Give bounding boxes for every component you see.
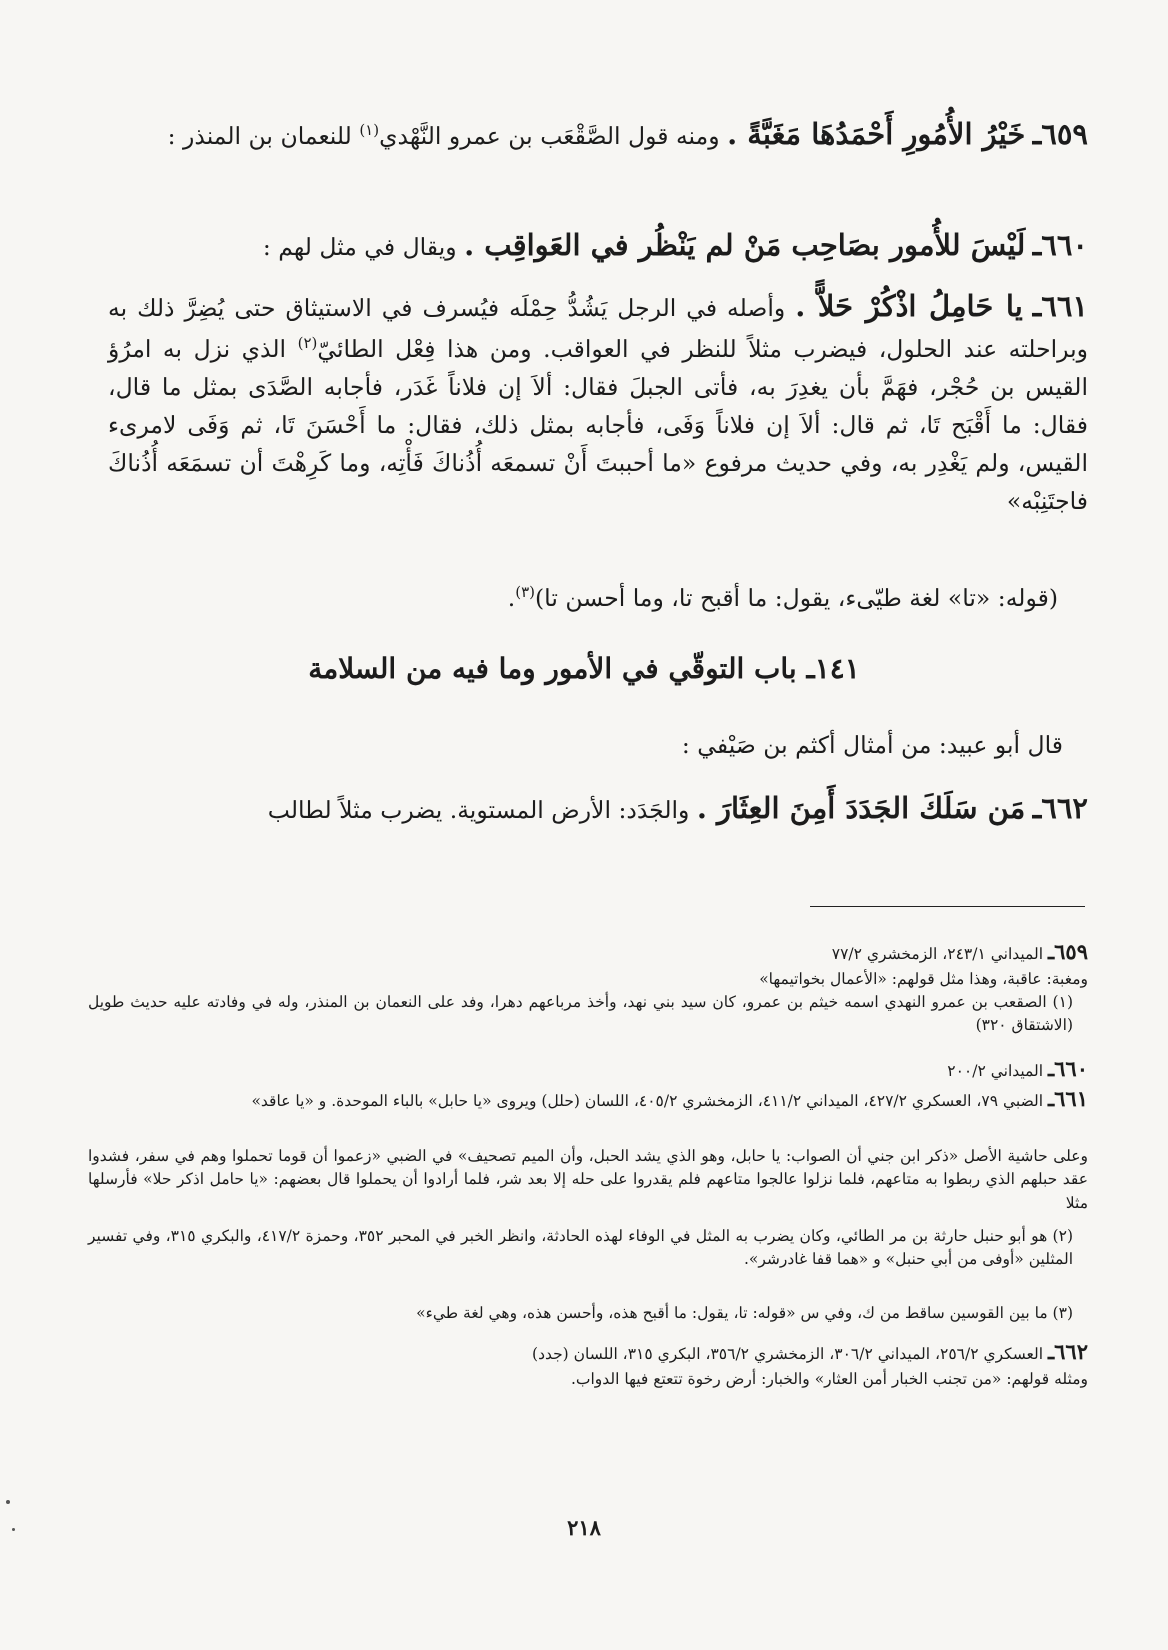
chapter-title: ١٤١ـ باب التوقّي في الأمور وما فيه من السلامة [308,652,860,685]
footnote-refs: العسكري ٢٥٦/٢، الميداني ٣٠٦/٢، الزمخشري ٣٥٦/٢، البكري ٣١٥، اللسان (جدد) [532,1345,1044,1363]
footnote-661 [88,1083,1088,1115]
entry-number: ٦٥٩ـ [1032,117,1088,151]
entry-number: ٦٦١ـ [1032,289,1088,323]
footnote-refs: الميداني ٢٤٣/١، الزمخشري ٧٧/٢ [831,945,1044,963]
proverb: مَن سَلَكَ الجَدَدَ أَمِنَ العِثَارَ . [696,791,1026,825]
footnote-dash: ـ [1048,1056,1055,1081]
entry-text: والجَدَد: الأرض المستوية. يضرب مثلاً لطالب [267,796,690,824]
entry-659 [108,112,1088,157]
footnote-dash: ـ [1048,939,1055,964]
entry-number: ٦٦٢ـ [1032,791,1088,825]
footnote-line: ومثله قولهم: «من تجنب الخبار أمن العثار» والخبار: أرض رخوة تتعتع فيها الدواب. [570,1369,1088,1388]
scan-speck [12,1528,15,1531]
footnote-ref[interactable]: (١) [359,121,380,140]
note-line [78,580,1058,616]
footnote-divider [810,906,1085,907]
proverb: خَيْرُ الأُمُورِ أَحْمَدُهَا مَغَبَّةً . [727,117,1026,151]
footnote-number: ٦٦٠ [1054,1056,1088,1081]
entry-text: ويقال في مثل لهم : [262,233,457,261]
footnote-refs: الضبي ٧٩، العسكري ٤٢٧/٢، الميداني ٤١١/٢، الزمخشري ٤٠٥/٢، اللسان (حلل) ويروى «يا حابل» بالباء الموحدة. و «يا عاقد» [251,1092,1044,1110]
entry-number: ٦٦٠ـ [1032,228,1088,262]
entry-662 [108,786,1088,831]
note-text: (قوله: «تا» لغة طيّىء، يقول: ما أقبح تا، وما أحسن تا) [535,584,1058,612]
entry-661 [108,283,1088,520]
footnote-number: ٦٦١ [1054,1086,1088,1111]
footnote-661-margin: وعلى حاشية الأصل «ذكر ابن جني أن الصواب: يا حابل، وهو الذي يشد الحبل، وأن الميم تصحيف» في الضبي «زعموا أن قوما تحملوا وهم في سفر، فشدوا عقد حبلهم الذي ربطوا به متاعهم، فلما نزلوا عالجوا متاعهم فلم يقدروا على حله إلا بعد شر، فلما أرادوا أن يحملوا قال بعضهم: «يا حامل اذكر حلا» فأرسلها مثلا [88,1147,1088,1212]
note-end: . [507,584,516,612]
footnote-dash: ـ [1048,1339,1055,1364]
footnote-662 [88,1336,1088,1391]
footnote-1: (١) الصقعب بن عمرو النهدي اسمه خيثم بن عمرو، كان سيد بني نهد، وأخذ مرباعهم دهرا، وفد على النعمان بن المنذر، وله في وفادته عليه حديث طويل (الاشتقاق ٣٢٠) [88,993,1073,1035]
footnote-660 [88,1053,1088,1085]
footnote-3: (٣) ما بين القوسين ساقط من ك، وفي س «قوله: تا، يقول: ما أقبح هذه، وأحسن هذه، وهي لغة طيء» [416,1304,1073,1322]
footnote-659 [88,936,1088,991]
footnote-ref[interactable]: (٢) [297,334,318,353]
scan-speck [6,1500,10,1504]
entry-text: للنعمان بن المنذر : [167,122,352,150]
footnote-line: ومغبة: عاقبة، وهذا مثل قولهم: «الأعمال بخواتيمها» [759,969,1088,988]
entry-text: وأصله في الرجل يَشُدُّ حِمْلَه فيُسرف في الاستيثاق حتى يُضِرَّ ذلك به وبراحلته عند الحلول، فيضرب مثلاً للنظر في العواقب. ومن هذا فِعْل الطائيّ [108,294,1088,363]
page-number: ٢١٨ [567,1515,601,1540]
proverb: يا حَامِلُ اذْكُرْ حَلاًّ . [795,289,1023,323]
footnote-2: (٢) هو أبو حنبل حارثة بن مر الطائي، وكان يضرب به المثل في الوفاء لهذه الحادثة، وانظر الخبر في المحبر ٣٥٢، وحمزة ٤١٧/٢، والبكري ٣١٥، وفي تفسير المثلين «أوفى من أبي حنبل» و «هما قفا غادرشر». [88,1227,1073,1269]
footnote-dash: ـ [1048,1086,1055,1111]
proverb: لَيْسَ للأُمور بصَاحِب مَنْ لم يَنْظُر في العَواقِب . [464,228,1026,262]
entry-text: الذي نزل به امرُؤ القيس بن حُجْر، فهَمَّ بأن يغدِرَ به، فأتى الجبلَ فقال: ألاَ إن فلاناً غَدَر، فأجابه الصَّدَى بمثل ما قال، فقال: ما أَقْبَح تَا، ثم قال: ألاَ إن فلاناً وَفَى، فأجابه بمثل ذلك، فقال: ما أَحْسَنَ تَا، ثم وَفَى لامرىء القيس، ولم يَغْدِر به، وفي حديث مرفوع «ما أحببتَ أَنْ تسمعَه أُذُناكَ فَأْتِه، وما كَرِهْتَ أن تسمَعَه أُذُناكَ فاجتَنِبْه» [108,334,1088,516]
entry-660 [108,223,1088,268]
footnote-ref[interactable]: (٣) [515,583,536,602]
entry-text: ومنه قول الصَّقْعَب بن عمرو النَّهْدي [379,122,720,150]
abu-ubaid-line: قال أبو عبيد: من أمثال أكثم بن صَيْفي : [681,731,1063,759]
footnote-refs: الميداني ٢٠٠/٢ [947,1062,1044,1080]
footnote-number: ٦٥٩ [1054,939,1088,964]
footnote-number: ٦٦٢ [1054,1339,1088,1364]
